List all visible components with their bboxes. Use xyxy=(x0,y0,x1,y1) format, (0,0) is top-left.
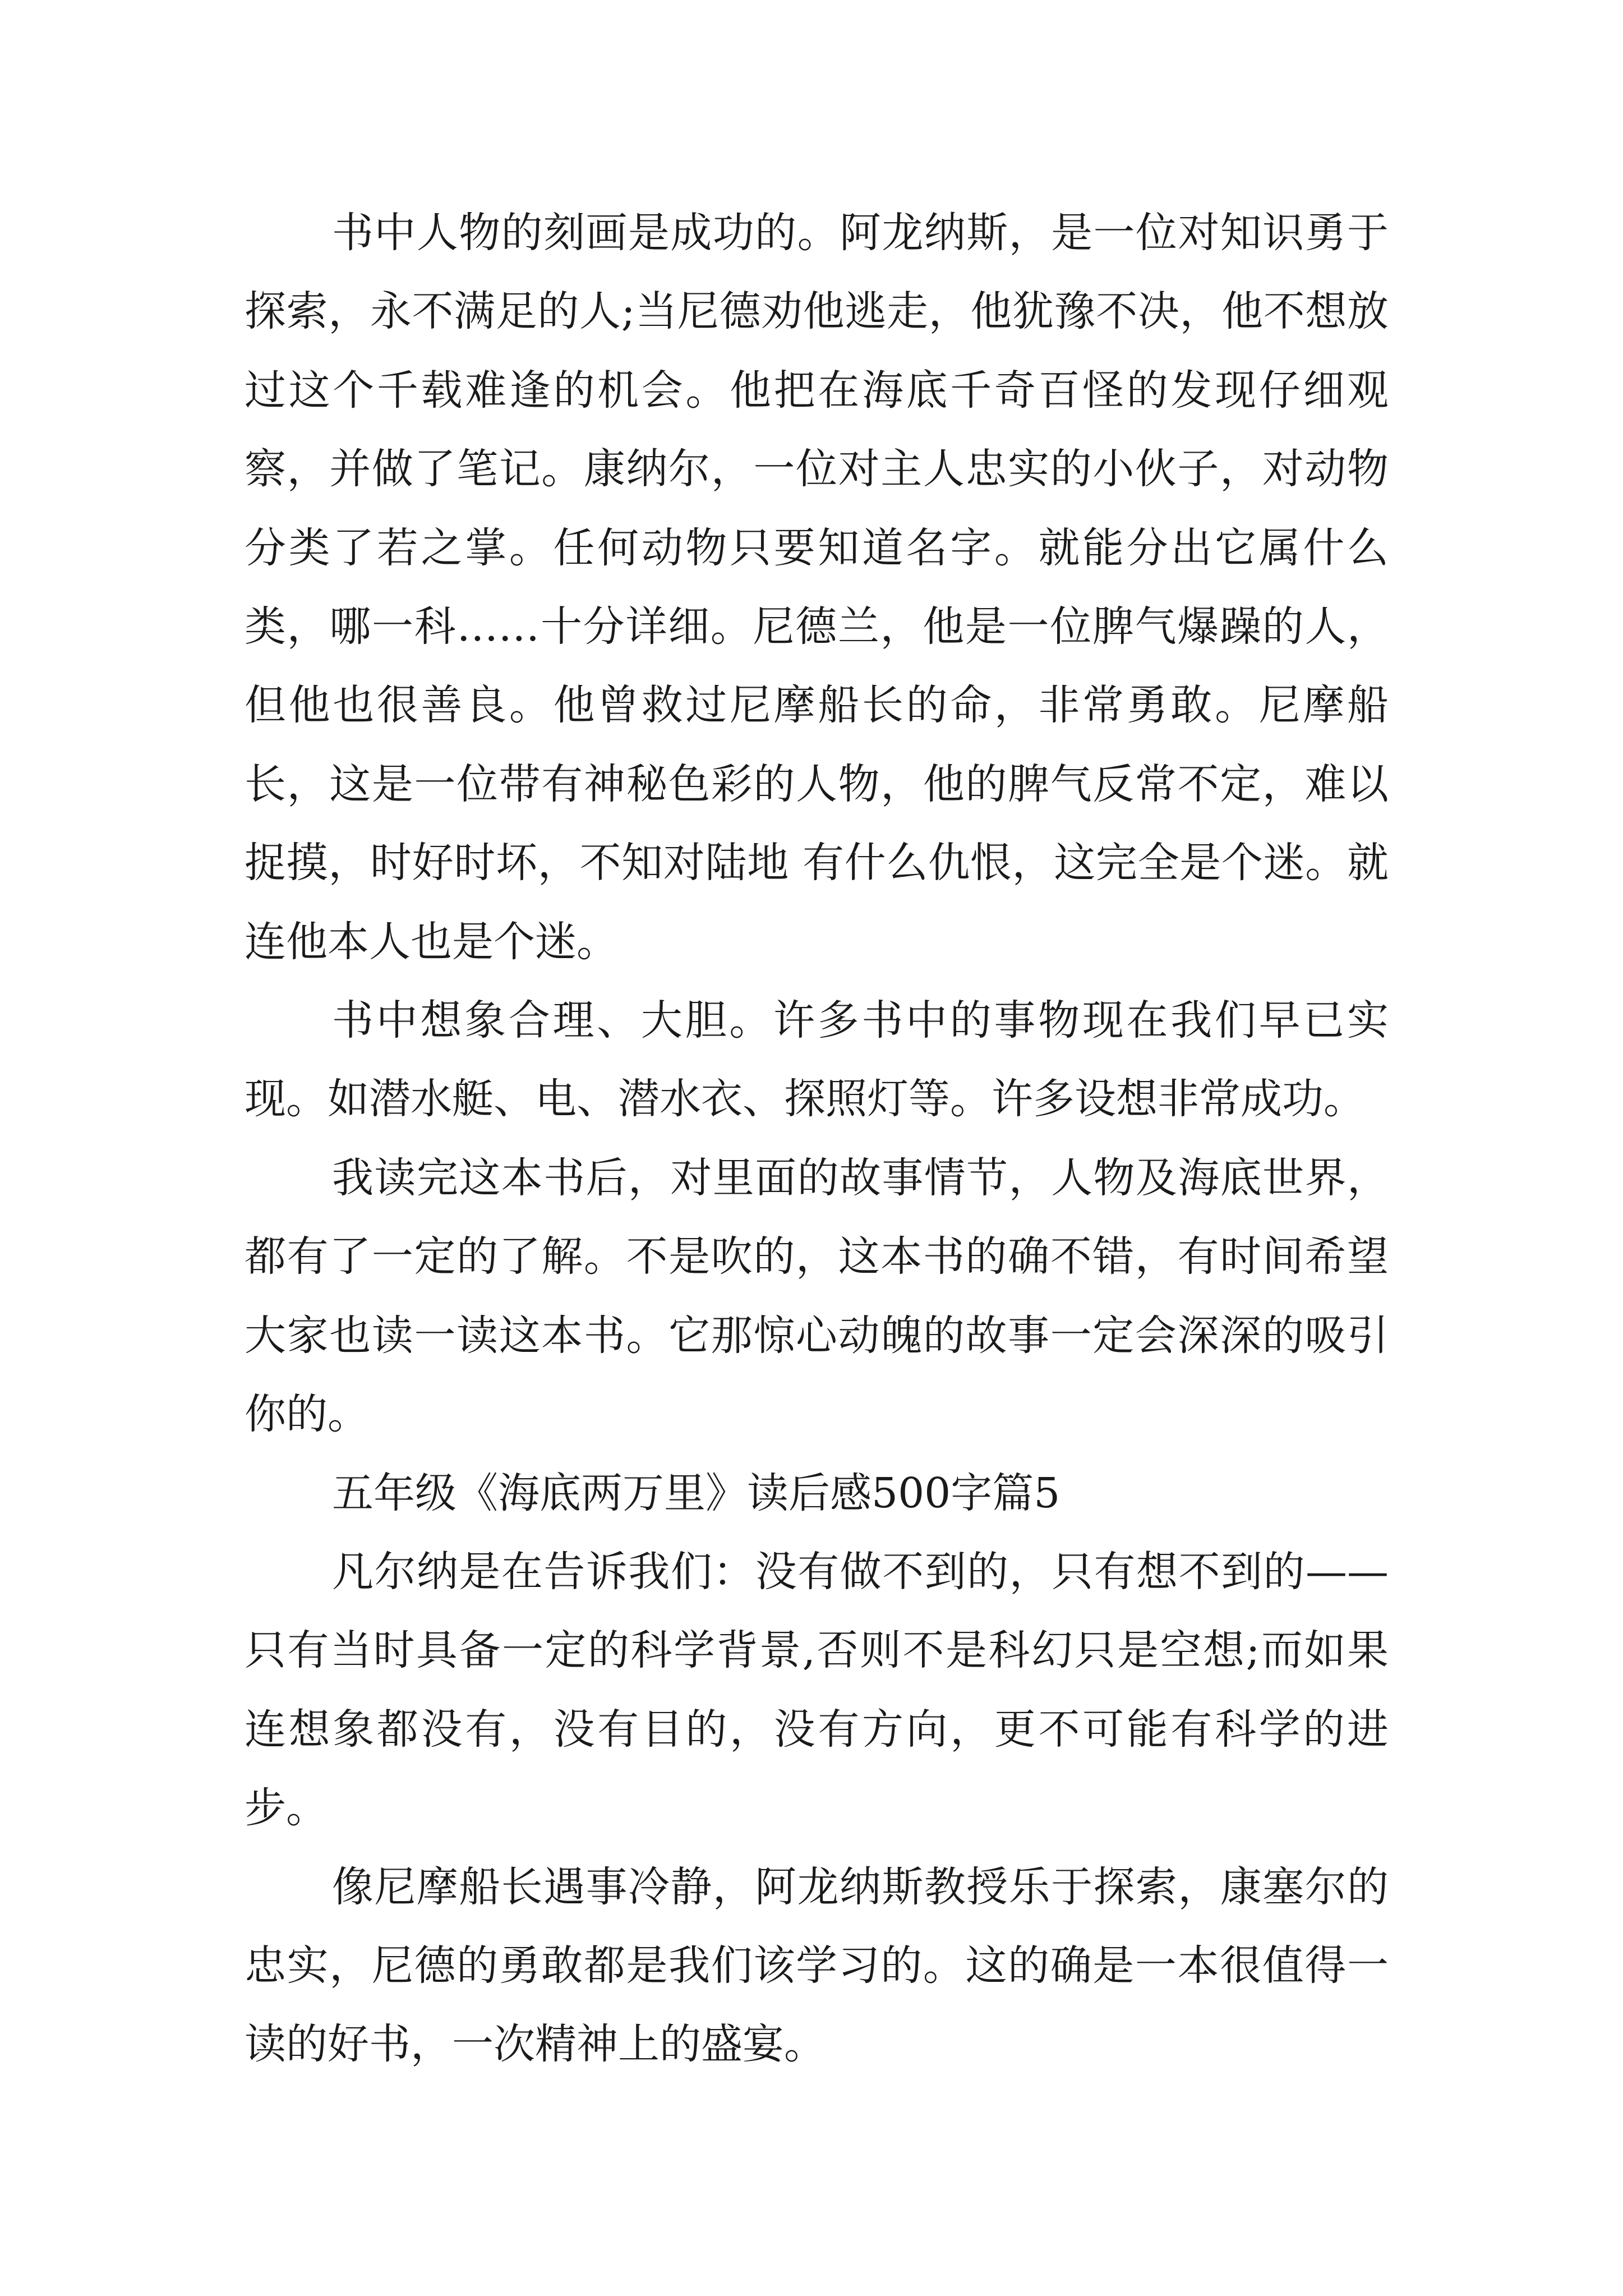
paragraph-lessons: 像尼摩船长遇事冷静，阿龙纳斯教授乐于探索，康塞尔的忠实，尼德的勇敢都是我们该学习的。这的确是一本很值得一读的好书，一次精神上的盛宴。 xyxy=(245,1862,1389,2069)
document-body xyxy=(245,194,1389,2084)
section-heading: 五年级《海底两万里》读后感500字篇5 xyxy=(332,1469,1061,1517)
paragraph-characters: 书中人物的刻画是成功的。阿龙纳斯，是一位对知识勇于探索，永不满足的人;当尼德劝他逃走，他犹豫不决，他不想放过这个千载难逢的机会。他把在海底千奇百怪的发现仔细观察，并做了笔记。康纳尔，一位对主人忠实的小伙子，对动物分类了若之掌。任何动物只要知道名字。就能分出它属什么类，哪一科……十分详细。尼德兰，他是一位脾气爆躁的人，但他也很善良。他曾救过尼摩船长的命，非常勇敢。尼摩船长，这是一位带有神秘色彩的人物，他的脾气反常不定，难以捉摸，时好时坏，不知对陆地 有什么仇恨，这完全是个迷。就连他本人也是个迷。 xyxy=(245,209,1389,966)
paragraph-verne: 凡尔纳是在告诉我们：没有做不到的，只有想不到的——只有当时具备一定的科学背景,否则不是科幻只是空想;而如果连想象都没有，没有目的，没有方向，更不可能有科学的进步。 xyxy=(245,1547,1389,1833)
paragraph-imagination: 书中想象合理、大胆。许多书中的事物现在我们早已实现。如潜水艇、电、潜水衣、探照灯等。许多设想非常成功。 xyxy=(245,996,1389,1124)
paragraph-conclusion: 我读完这本书后，对里面的故事情节，人物及海底世界，都有了一定的了解。不是吹的，这本书的确不错，有时间希望大家也读一读这本书。它那惊心动魄的故事一定会深深的吸引你的。 xyxy=(245,1153,1389,1439)
